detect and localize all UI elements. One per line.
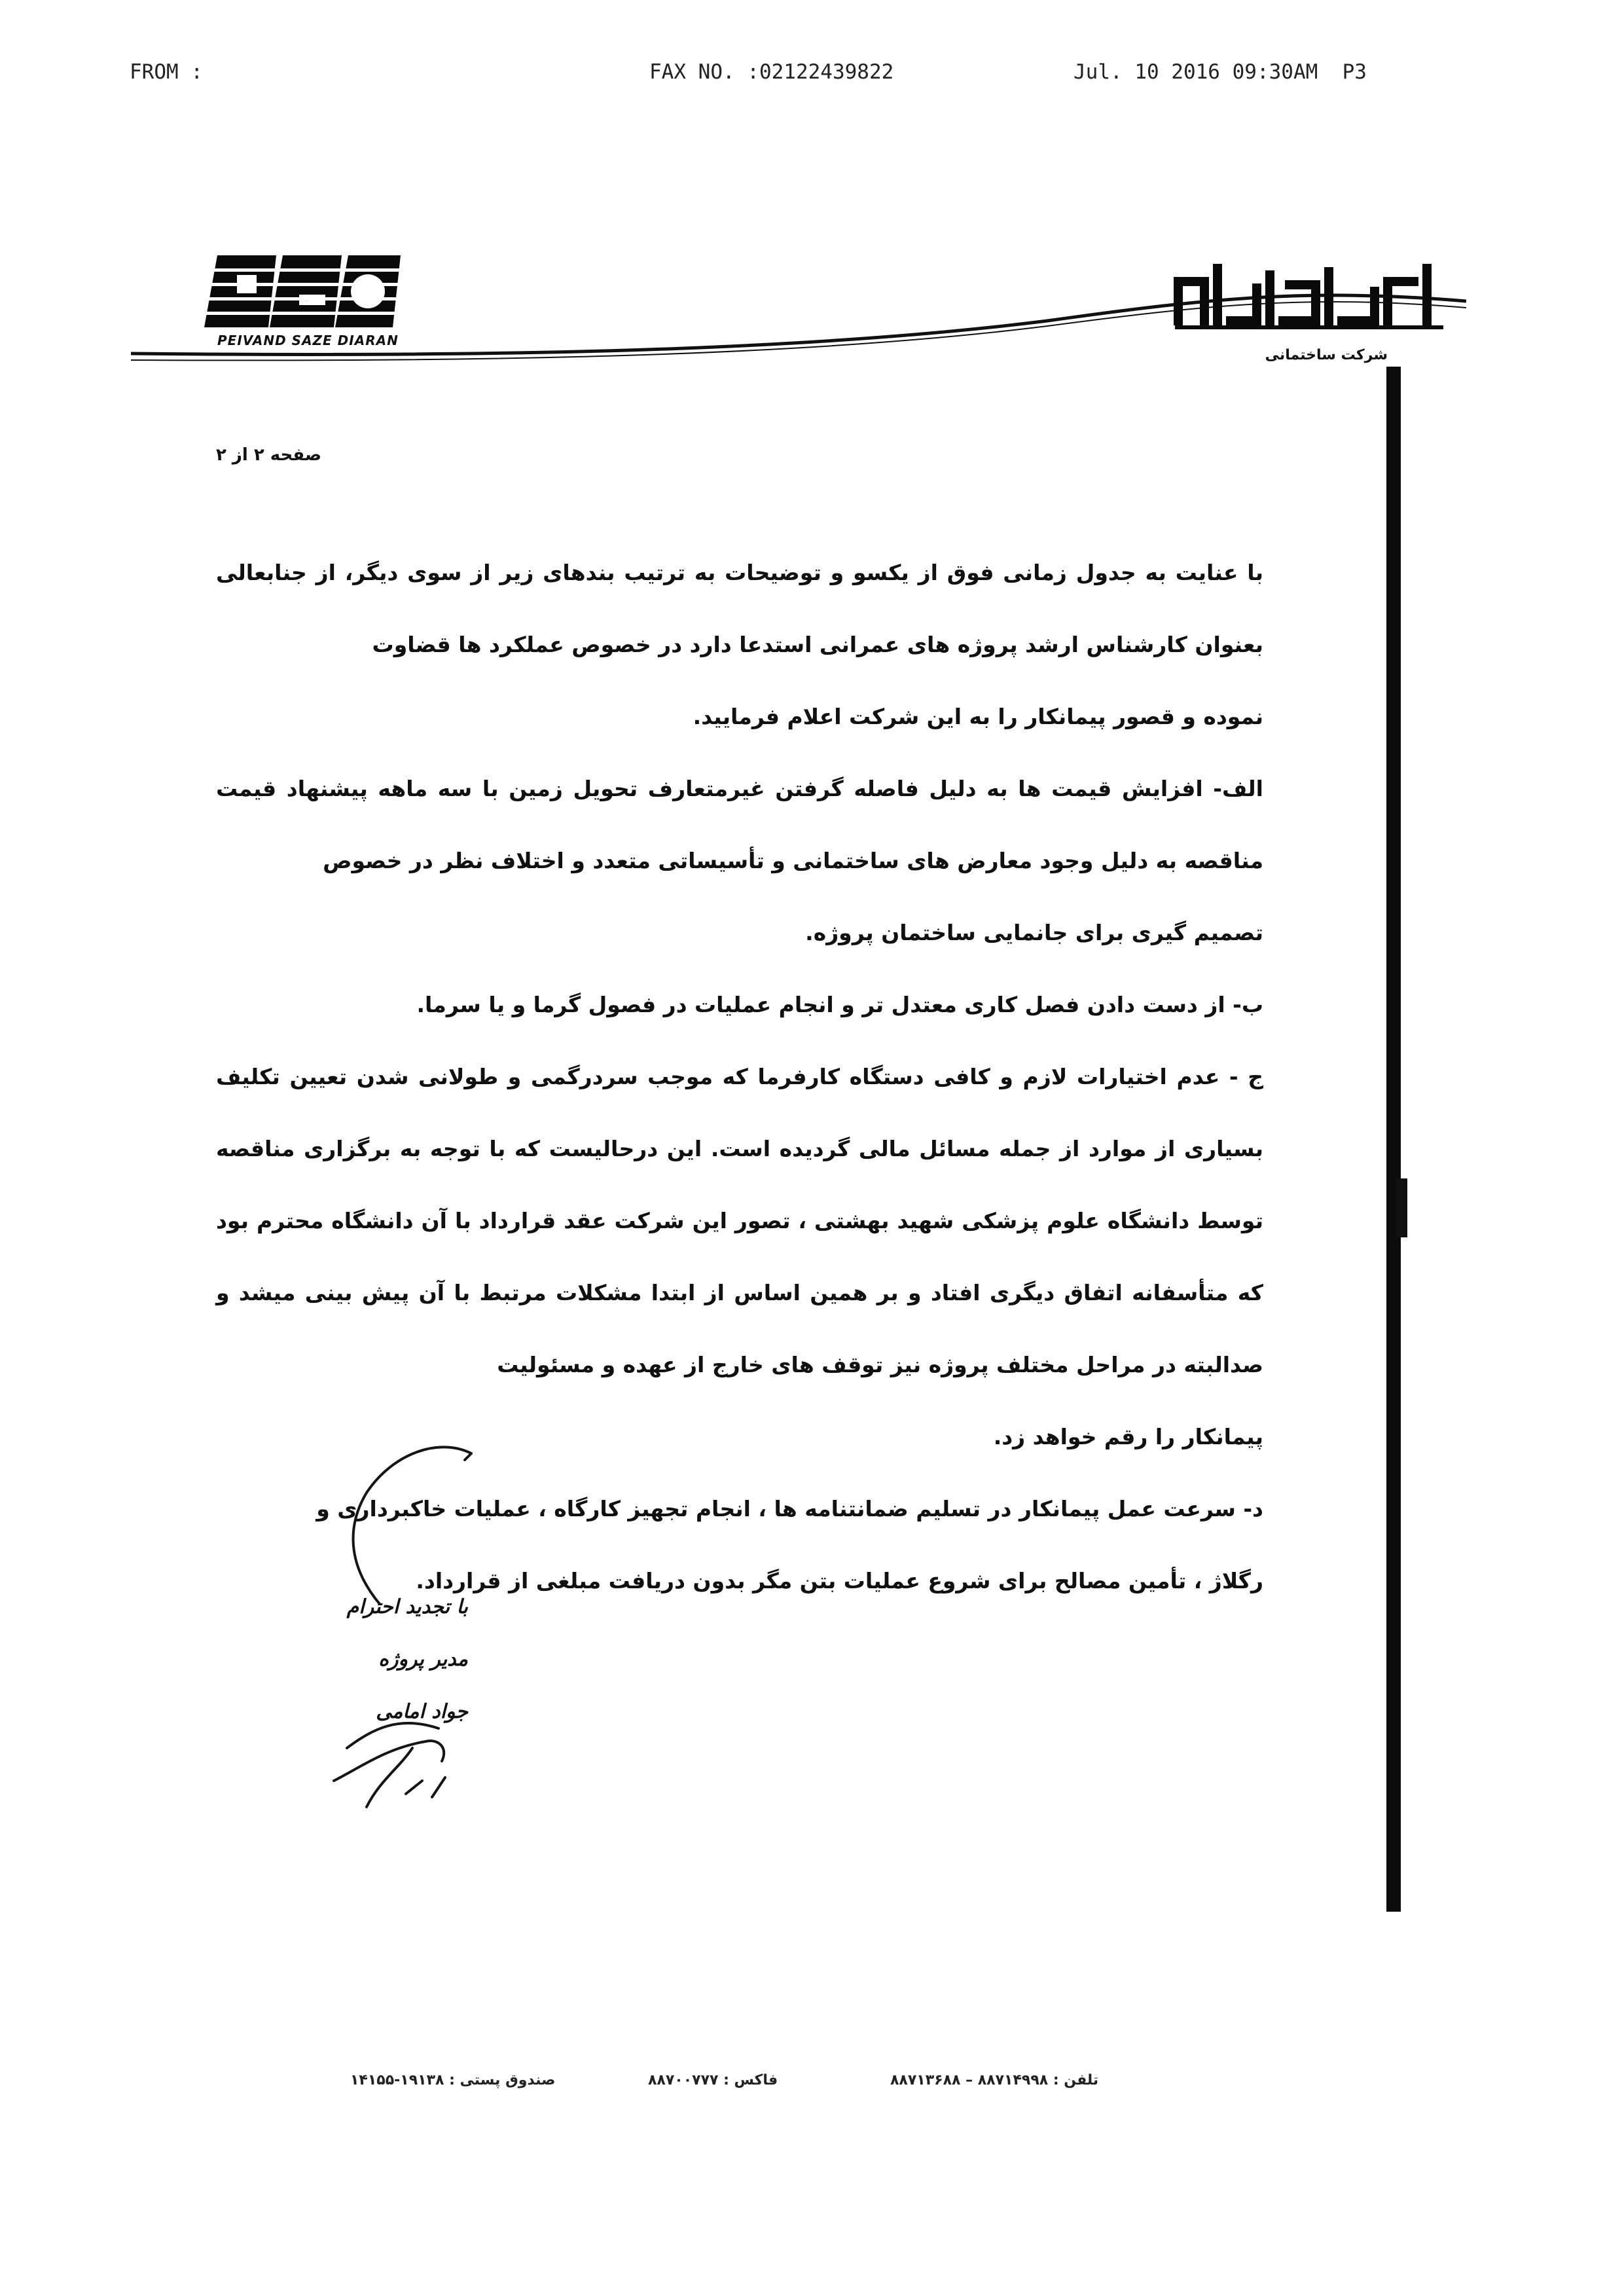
psd-logo-text: PSD bbox=[306, 301, 308, 302]
fax-from: FROM : bbox=[130, 60, 203, 84]
body-paragraph: پیمانکار را رقم خواهد زد. bbox=[993, 1424, 1263, 1449]
body-paragraph: تصمیم گیری برای جانمایی ساختمان پروژه. bbox=[805, 920, 1263, 945]
company-logo-latin bbox=[191, 249, 407, 360]
company-subtitle-persian: شرکت ساختمانی bbox=[1265, 347, 1388, 363]
letter-footer bbox=[0, 2072, 1624, 2098]
fax-margin-mark bbox=[1396, 1178, 1407, 1237]
footer-telephone: تلفن : ۸۸۷۱۴۹۹۸ – ۸۸۷۱۳۶۸۸ bbox=[890, 2072, 1099, 2088]
body-paragraph: نموده و قصور پیمانکار را به این شرکت اعلام فرمایید. bbox=[693, 704, 1263, 729]
body-paragraph: د- سرعت عمل پیمانکار در تسلیم ضمانتنامه ها ، انجام تجهیز کارگاه ، عملیات خاکبرداری و bbox=[316, 1496, 1263, 1522]
body-paragraph: با عنایت به جدول زمانی فوق از یکسو و توضیحات به ترتیب بندهای زیر از سوی دیگر، از جنابعالی بعنوان کارشناس ارشد پروژه های عمرانی استدعا دارد در خصوص عملکرد ها قضاوت bbox=[216, 560, 1263, 657]
psd-logo-icon bbox=[191, 249, 407, 334]
company-name-latin: PEIVAND SAZE DIARAN bbox=[217, 333, 399, 348]
signer-title: مدیر پروژه bbox=[378, 1648, 468, 1671]
fax-margin-bar bbox=[1386, 367, 1401, 1912]
signer-name: جواد امامی bbox=[376, 1700, 468, 1723]
company-logo-persian bbox=[1165, 255, 1453, 373]
body-paragraph: رگلاژ ، تأمین مصالح برای شروع عملیات بتن مگر بدون دریافت مبلغی از قرارداد. bbox=[416, 1568, 1263, 1594]
fax-number: FAX NO. :02122439822 bbox=[649, 60, 894, 84]
closing-block bbox=[298, 1581, 468, 1738]
persian-calligraphy-logo-icon bbox=[1165, 255, 1453, 340]
fax-header bbox=[0, 60, 1624, 93]
fax-date-page: Jul. 10 2016 09:30AM P3 bbox=[1074, 60, 1367, 84]
footer-fax: فاکس : ۸۸۷۰۰۷۷۷ bbox=[648, 2072, 778, 2088]
body-paragraph: ب- از دست دادن فصل کاری معتدل تر و انجام عملیات در فصول گرما و یا سرما. bbox=[416, 992, 1263, 1017]
body-paragraph: الف- افزایش قیمت ها به دلیل فاصله گرفتن غیرمتعارف تحویل زمین با سه ماهه پیشنهاد قیمت مناقصه به دلیل وجود معارض های ساختمانی و تأسیساتی متعدد و اختلاف نظر در خصوص bbox=[216, 776, 1263, 873]
body-paragraph: ج - عدم اختیارات لازم و کافی دستگاه کارفرما که موجب سردرگمی و طولانی شدن تعیین تکلیف بسیاری از موارد از جمله مسائل مالی گردیده است. این درحالیست که با توجه به برگزاری مناقصه توسط دانشگاه علوم پزشکی شهید بهشتی ، تصور این شرکت عقد قرارداد با آن دانشگاه محترم بود که متأسفانه اتفاق دیگری افتاد و بر همین اساس از ابتدا مشکلات مرتبط با آن پیش بینی میشد و صدالبته در مراحل مختلف پروژه نیز توقف های خارج از عهده و مسئولیت bbox=[216, 1064, 1263, 1377]
closing-regards: با تجدید احترام bbox=[346, 1595, 468, 1618]
page-number: صفحه ۲ از ۲ bbox=[216, 445, 322, 465]
footer-postbox: صندوق پستی : ۱۹۱۳۸-۱۴۱۵۵ bbox=[350, 2072, 556, 2088]
